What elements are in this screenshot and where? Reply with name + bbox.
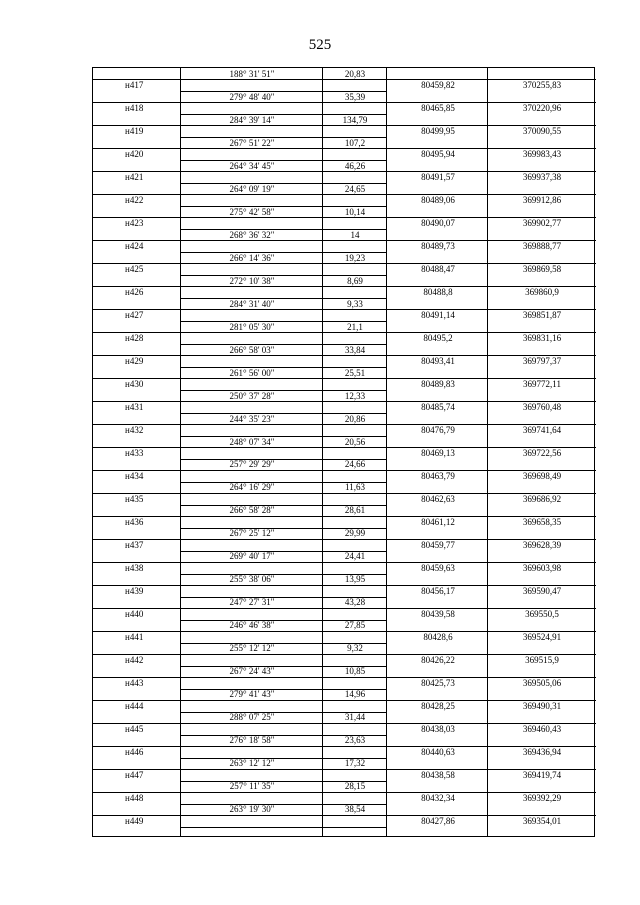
coordinate-y: 369831,16 [522, 333, 562, 344]
point-name: н422 [125, 195, 144, 206]
segment-length: 46,26 [344, 160, 366, 171]
coordinate-x: 80493,41 [421, 356, 455, 367]
coordinate-y: 369686,92 [522, 493, 562, 504]
segment-length: 9,32 [347, 643, 363, 654]
segment-length: 14,96 [344, 689, 366, 700]
direction-angle: 272° 10' 38" [229, 275, 275, 286]
coordinate-x: 80459,82 [421, 80, 455, 91]
coordinate-x: 80495,94 [421, 149, 455, 160]
point-name: н424 [125, 241, 144, 252]
coordinate-y: 369392,29 [522, 792, 562, 803]
point-name: н438 [125, 562, 144, 573]
direction-angle: 279° 41' 43" [229, 689, 275, 700]
direction-angle: 288° 07' 25" [229, 712, 275, 723]
point-name: н446 [125, 746, 144, 757]
coordinate-y: 369869,58 [522, 264, 562, 275]
coordinate-y: 369722,56 [522, 448, 562, 458]
coordinate-y: 369550,5 [525, 608, 559, 619]
segment-length: 23,63 [344, 735, 366, 746]
direction-angle: 267° 24' 43" [229, 666, 275, 677]
segment-length: 35,39 [344, 91, 366, 102]
coordinates-table [92, 67, 595, 837]
coordinate-y: 369698,49 [522, 470, 562, 481]
point-name: н443 [125, 677, 144, 688]
coordinate-y: 369628,39 [522, 539, 562, 550]
segment-length: 29,99 [344, 528, 366, 539]
direction-angle: 284° 39' 14" [229, 114, 275, 125]
direction-angle: 276° 18' 58" [229, 735, 275, 746]
coordinate-x: 80491,14 [421, 310, 455, 321]
direction-angle: 264° 09' 19" [229, 183, 275, 194]
coordinate-y: 369741,64 [522, 425, 562, 435]
segment-length: 13,95 [344, 574, 366, 585]
coordinate-x: 80476,79 [421, 425, 455, 435]
direction-angle: 268° 36' 32" [229, 229, 275, 240]
direction-angle: 248° 07' 34" [229, 436, 275, 447]
direction-angle: 246° 46' 38" [229, 620, 275, 631]
coordinate-x: 80469,13 [421, 448, 455, 458]
coordinate-y: 369902,77 [522, 218, 562, 229]
direction-angle: 267° 51' 22" [229, 137, 275, 148]
segment-length: 12,33 [344, 390, 366, 401]
point-name: н435 [125, 493, 144, 504]
direction-angle: 264° 16' 29" [229, 482, 275, 493]
coordinate-x: 80432,34 [421, 792, 455, 803]
coordinate-y: 369505,06 [522, 677, 562, 688]
coordinate-x: 80491,57 [421, 172, 455, 183]
coordinate-x: 80440,63 [421, 746, 455, 757]
coordinate-x: 80459,63 [421, 562, 455, 573]
coordinate-y: 369851,87 [522, 310, 562, 321]
coordinate-x: 80489,06 [421, 195, 455, 206]
coordinate-x: 80461,12 [421, 516, 455, 527]
point-name: н419 [125, 126, 144, 137]
coordinate-x: 80485,74 [421, 402, 455, 413]
point-name: н418 [125, 103, 144, 114]
coordinate-x: 80426,22 [421, 654, 455, 665]
segment-length: 10,14 [344, 206, 366, 217]
coordinate-y: 369888,77 [522, 241, 562, 252]
coordinate-x: 80488,47 [421, 264, 455, 275]
row-divider [180, 827, 387, 828]
segment-length: 24,41 [344, 551, 366, 562]
direction-angle: 266° 58' 03" [229, 344, 275, 355]
point-name: н432 [125, 425, 144, 435]
coordinate-y: 369603,98 [522, 562, 562, 573]
coordinate-y: 369772,11 [523, 379, 561, 390]
segment-length: 20,56 [344, 436, 366, 447]
point-name: н439 [125, 585, 144, 596]
point-name: н425 [125, 264, 144, 275]
segment-length: 14 [350, 229, 360, 240]
coordinate-y: 369490,31 [522, 700, 562, 711]
direction-angle: 263° 12' 12" [229, 758, 275, 769]
direction-angle: 264° 34' 45" [229, 160, 275, 171]
coordinate-x: 80465,85 [421, 103, 455, 114]
coordinate-x: 80427,86 [421, 815, 455, 826]
point-name: н447 [125, 769, 144, 780]
coordinate-x: 80499,95 [421, 126, 455, 137]
direction-angle: 269° 40' 17" [229, 551, 275, 562]
point-name: н427 [125, 310, 144, 321]
segment-length: 24,66 [344, 459, 366, 470]
point-name: н421 [125, 172, 144, 183]
coordinate-x: 80490,07 [421, 218, 455, 229]
point-name: н444 [125, 700, 144, 711]
direction-angle: 267° 25' 12" [229, 528, 275, 539]
direction-angle: 275° 42' 58" [229, 206, 275, 217]
segment-length: 27,85 [344, 620, 366, 631]
segment-length: 33,84 [344, 344, 366, 355]
point-name: н445 [125, 723, 144, 734]
segment-length: 31,44 [344, 712, 366, 723]
point-name: н442 [125, 654, 144, 665]
point-name: н437 [125, 539, 144, 550]
segment-length: 11,63 [345, 482, 365, 493]
coordinate-y: 370090,55 [522, 126, 562, 137]
point-name: н449 [125, 815, 144, 826]
coordinate-x: 80495,2 [423, 333, 453, 344]
point-name: н434 [125, 470, 144, 481]
coordinate-y: 369937,38 [522, 172, 562, 183]
point-name: н440 [125, 608, 144, 619]
segment-length: 10,85 [344, 666, 366, 677]
point-name: н417 [125, 80, 144, 91]
point-name: н420 [125, 149, 144, 160]
segment-length: 38,54 [344, 804, 366, 815]
coordinate-y: 369760,48 [522, 402, 562, 413]
direction-angle: 281° 05' 30" [229, 321, 275, 332]
direction-angle: 255° 12' 12" [229, 643, 275, 654]
direction-angle: 257° 11' 35" [229, 781, 275, 792]
coordinate-x: 80489,73 [421, 241, 455, 252]
point-name: н430 [125, 379, 144, 390]
direction-angle: 261° 56' 00" [229, 367, 275, 378]
direction-angle: 255° 38' 06" [229, 574, 275, 585]
point-name: н429 [125, 356, 144, 367]
direction-angle: 266° 14' 36" [229, 252, 275, 263]
point-name: н448 [125, 792, 144, 803]
segment-length: 17,32 [344, 758, 366, 769]
page-number: 525 [308, 37, 332, 53]
coordinate-y: 369354,01 [522, 815, 562, 826]
coordinate-y: 369460,43 [522, 723, 562, 734]
direction-angle: 279° 48' 40" [229, 91, 275, 102]
segment-length: 20,83 [344, 68, 366, 79]
point-name: н423 [125, 218, 144, 229]
segment-length: 9,33 [347, 298, 363, 309]
coordinate-y: 369419,74 [522, 769, 562, 780]
coordinate-y: 369436,94 [522, 746, 562, 757]
coordinate-x: 80456,17 [421, 585, 455, 596]
segment-length: 25,51 [344, 367, 366, 378]
coordinate-y: 369515,9 [525, 654, 559, 665]
coordinate-x: 80439,58 [421, 608, 455, 619]
coordinate-y: 369983,43 [522, 149, 562, 160]
segment-length: 43,28 [344, 597, 366, 608]
coordinate-x: 80438,03 [421, 723, 455, 734]
coordinate-y: 369860,9 [525, 287, 559, 298]
coordinate-y: 369524,91 [522, 631, 562, 642]
coordinate-y: 369797,37 [522, 356, 562, 367]
segment-length: 21,1 [347, 321, 363, 332]
point-name: н441 [125, 631, 144, 642]
coordinate-x: 80459,77 [421, 539, 455, 550]
direction-angle: 257° 29' 29" [229, 459, 275, 470]
segment-length: 28,61 [344, 505, 366, 516]
segment-length: 134,79 [342, 114, 368, 125]
direction-angle: 247° 27' 31" [229, 597, 275, 608]
segment-length: 107,2 [344, 137, 366, 148]
coordinate-x: 80428,25 [421, 700, 455, 711]
segment-length: 24,65 [344, 183, 366, 194]
coordinate-y: 369658,35 [522, 516, 562, 527]
direction-angle: 284° 31' 40" [229, 298, 275, 309]
coordinate-y: 369912,86 [522, 195, 562, 206]
coordinate-x: 80489,83 [421, 379, 455, 390]
coordinate-x: 80438,58 [421, 769, 455, 780]
segment-length: 28,15 [344, 781, 366, 792]
direction-angle: 244° 35' 23" [229, 413, 275, 424]
coordinate-x: 80462,63 [421, 493, 455, 504]
point-name: н428 [125, 333, 144, 344]
point-name: н433 [125, 448, 144, 458]
point-name: н436 [125, 516, 144, 527]
coordinate-y: 370255,83 [522, 80, 562, 91]
direction-angle: 250° 37' 28" [229, 390, 275, 401]
point-name: н426 [125, 287, 144, 298]
segment-length: 19,23 [344, 252, 366, 263]
point-name: н431 [125, 402, 144, 413]
coordinate-x: 80425,73 [421, 677, 455, 688]
coordinate-y: 370220,96 [522, 103, 562, 114]
direction-angle: 188° 31' 51" [229, 68, 275, 79]
direction-angle: 263° 19' 30" [229, 804, 275, 815]
coordinate-x: 80428,6 [423, 631, 453, 642]
segment-length: 20,86 [344, 413, 366, 424]
direction-angle: 266° 58' 28" [229, 505, 275, 516]
coordinate-y: 369590,47 [522, 585, 562, 596]
segment-length: 8,69 [347, 275, 363, 286]
coordinate-x: 80488,8 [423, 287, 453, 298]
coordinate-x: 80463,79 [421, 470, 455, 481]
